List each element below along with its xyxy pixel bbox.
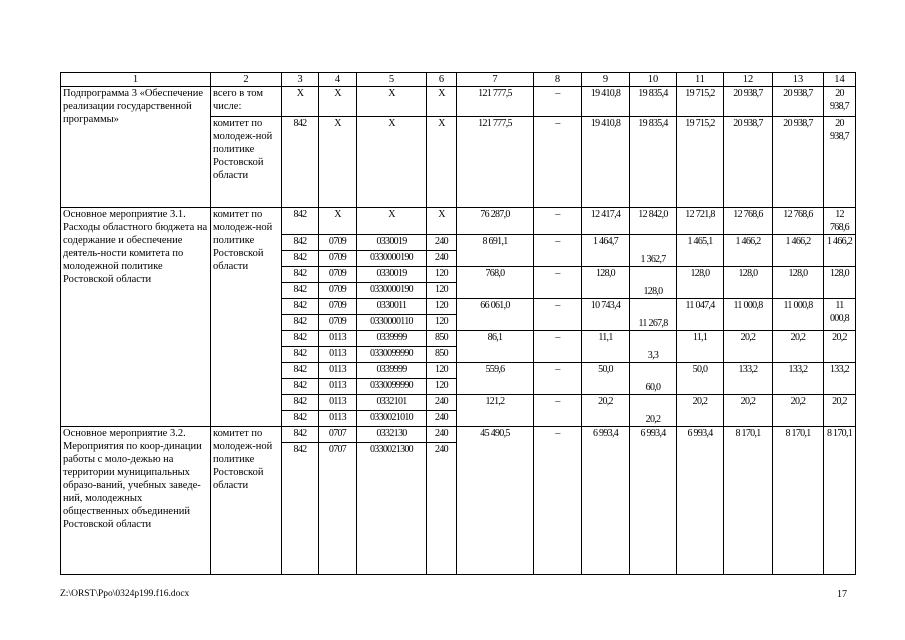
- m31-g2-c10: 1 362,7: [630, 235, 677, 267]
- sub3-committee-c12: 20 938,7: [724, 117, 773, 208]
- sub3-committee-c11: 19 715,2: [677, 117, 724, 208]
- m31-code: Х: [319, 208, 357, 235]
- m31-code: 240: [427, 411, 457, 427]
- m31-g2-c13: 1 466,2: [773, 235, 824, 267]
- m31-g7-c12: 20,2: [724, 395, 773, 427]
- sub3-total-c4: Х: [319, 87, 357, 117]
- sub3-total-c6: Х: [427, 87, 457, 117]
- m31-g7-c10: 20,2: [630, 395, 677, 427]
- header-row: [61, 73, 856, 87]
- m31-code: 0113: [319, 411, 357, 427]
- m32-name: Основное мероприятие 3.2. Мероприятия по коор-динации работы с моло-дежью на территории муниципальных образо-ваний, учебных заведе-ний, молодежных общественных объединений Ростовской области: [61, 427, 211, 575]
- m31-code: 120: [427, 267, 457, 283]
- m31-code: 0330099990: [357, 379, 427, 395]
- m31-g5-c14: 20,2: [824, 331, 856, 363]
- header-col-12: 12: [724, 73, 773, 87]
- m31-g5-c11: 11,1: [677, 331, 724, 363]
- m31-g3-c12: 128,0: [724, 267, 773, 299]
- sub3-committee-c3: 842: [282, 117, 319, 208]
- m31-g5-c12: 20,2: [724, 331, 773, 363]
- m31-g5-c8: –: [534, 331, 582, 363]
- m32-c13: 8 170,1: [773, 427, 824, 575]
- m32-c8: –: [534, 427, 582, 575]
- budget-table: [60, 72, 856, 575]
- page-number: 17: [837, 589, 847, 600]
- sub3-total-c3: Х: [282, 87, 319, 117]
- m31-code: 0709: [319, 315, 357, 331]
- m31-code: 842: [282, 363, 319, 379]
- m31-code: 842: [282, 251, 319, 267]
- header-col-1: 1: [61, 73, 211, 87]
- m31-g4-c14: 11 000,8: [824, 299, 856, 331]
- m31-g1-c11: 12 721,8: [677, 208, 724, 235]
- m31-code: 842: [282, 347, 319, 363]
- m31-code: 842: [282, 235, 319, 251]
- header-col-4: 4: [319, 73, 357, 87]
- m31-code: 120: [427, 299, 457, 315]
- m31-g5-c7: 86,1: [457, 331, 534, 363]
- sub3-total-c8: –: [534, 87, 582, 117]
- m31-g6-c9: 50,0: [582, 363, 630, 395]
- m31-g2-c12: 1 466,2: [724, 235, 773, 267]
- m31-g4-c13: 11 000,8: [773, 299, 824, 331]
- m31-g2-c7: 8 691,1: [457, 235, 534, 267]
- header-col-9: 9: [582, 73, 630, 87]
- m31-code: 0339999: [357, 363, 427, 379]
- m31-g1-c7: 76 287,0: [457, 208, 534, 235]
- m31-g2-c11: 1 465,1: [677, 235, 724, 267]
- m31-code: 842: [282, 283, 319, 299]
- m32-code: 240: [427, 427, 457, 443]
- m31-name: Основное мероприятие 3.1. Расходы областного бюджета на содержание и обеспечение деятель-ности комитета по молодежной политике Ростовской области: [61, 208, 211, 427]
- m31-code: 120: [427, 379, 457, 395]
- m31-code: 0709: [319, 235, 357, 251]
- m31-code: 842: [282, 331, 319, 347]
- m32-c14: 8 170,1: [824, 427, 856, 575]
- sub3-total-c11: 19 715,2: [677, 87, 724, 117]
- header-col-8: 8: [534, 73, 582, 87]
- m31-row: [61, 208, 856, 235]
- header-col-2: 2: [211, 73, 282, 87]
- m31-g1-c14: 12 768,6: [824, 208, 856, 235]
- m31-g4-c9: 10 743,4: [582, 299, 630, 331]
- m31-g3-c13: 128,0: [773, 267, 824, 299]
- m31-g3-c14: 128,0: [824, 267, 856, 299]
- m32-code: 0332130: [357, 427, 427, 443]
- sub3-committee-label: комитет по молодеж-ной политике Ростовской области: [211, 117, 282, 208]
- m31-g5-c13: 20,2: [773, 331, 824, 363]
- m31-code: 0709: [319, 299, 357, 315]
- m31-g1-c12: 12 768,6: [724, 208, 773, 235]
- sub3-committee-c5: Х: [357, 117, 427, 208]
- m31-g7-c13: 20,2: [773, 395, 824, 427]
- m31-executor: комитет по молодеж-ной политике Ростовской области: [211, 208, 282, 427]
- m31-code: 0113: [319, 363, 357, 379]
- m31-g4-c11: 11 047,4: [677, 299, 724, 331]
- sub3-committee-c9: 19 410,8: [582, 117, 630, 208]
- m31-g3-c9: 128,0: [582, 267, 630, 299]
- m31-g3-c7: 768,0: [457, 267, 534, 299]
- sub3-total-c14: 20 938,7: [824, 87, 856, 117]
- m32-code: 842: [282, 443, 319, 575]
- m31-code: 120: [427, 315, 457, 331]
- m32-executor: комитет по молодеж-ной политике Ростовской области: [211, 427, 282, 575]
- footer-filename: Z:\ORST\Ppo\0324p199.f16.docx: [60, 589, 190, 599]
- sub3-committee-c6: Х: [427, 117, 457, 208]
- m31-g3-c8: –: [534, 267, 582, 299]
- m31-g1-c9: 12 417,4: [582, 208, 630, 235]
- sub3-committee-c10: 19 835,4: [630, 117, 677, 208]
- m31-g6-c10: 60,0: [630, 363, 677, 395]
- header-col-7: 7: [457, 73, 534, 87]
- m31-code: 0339999: [357, 331, 427, 347]
- m31-code: 240: [427, 251, 457, 267]
- m32-c11: 6 993,4: [677, 427, 724, 575]
- m31-code: 0332101: [357, 395, 427, 411]
- m31-g7-c8: –: [534, 395, 582, 427]
- sub3-name: Подпрограмма 3 «Обеспечение реализации государственной программы»: [61, 87, 211, 208]
- m32-code: 0330021300: [357, 443, 427, 575]
- m31-g2-c9: 1 464,7: [582, 235, 630, 267]
- sub3-total-c13: 20 938,7: [773, 87, 824, 117]
- m31-code: 0113: [319, 331, 357, 347]
- sub3-total-c12: 20 938,7: [724, 87, 773, 117]
- m31-code: 120: [427, 363, 457, 379]
- m31-g4-c10: 11 267,8: [630, 299, 677, 331]
- m31-code: 0330099990: [357, 347, 427, 363]
- m32-code: 240: [427, 443, 457, 575]
- m31-g1-c13: 12 768,6: [773, 208, 824, 235]
- header-col-10: 10: [630, 73, 677, 87]
- m31-code: 850: [427, 331, 457, 347]
- sub3-committee-c4: Х: [319, 117, 357, 208]
- m31-code: 0330000190: [357, 251, 427, 267]
- m31-code: 842: [282, 315, 319, 331]
- m31-code: 0330000110: [357, 315, 427, 331]
- m31-code: 842: [282, 299, 319, 315]
- sub3-total-c9: 19 410,8: [582, 87, 630, 117]
- m31-code: 842: [282, 379, 319, 395]
- m31-g6-c11: 50,0: [677, 363, 724, 395]
- m31-g7-c14: 20,2: [824, 395, 856, 427]
- m31-g5-c9: 11,1: [582, 331, 630, 363]
- m31-g1-c10: 12 842,0: [630, 208, 677, 235]
- m31-code: 842: [282, 411, 319, 427]
- m31-code: 842: [282, 208, 319, 235]
- m32-c12: 8 170,1: [724, 427, 773, 575]
- m31-code: 0709: [319, 283, 357, 299]
- m31-code: 240: [427, 395, 457, 411]
- m31-g2-c14: 1 466,2: [824, 235, 856, 267]
- header-col-13: 13: [773, 73, 824, 87]
- m31-g1-c8: –: [534, 208, 582, 235]
- m31-g7-c11: 20,2: [677, 395, 724, 427]
- m31-g6-c12: 133,2: [724, 363, 773, 395]
- m31-g7-c7: 121,2: [457, 395, 534, 427]
- m31-g4-c7: 66 061,0: [457, 299, 534, 331]
- m31-g2-c8: –: [534, 235, 582, 267]
- m31-g5-c10: 3,3: [630, 331, 677, 363]
- m31-g3-c10: 128,0: [630, 267, 677, 299]
- m31-code: 0330000190: [357, 283, 427, 299]
- m31-code: 0113: [319, 395, 357, 411]
- m31-code: 0709: [319, 251, 357, 267]
- m31-g4-c8: –: [534, 299, 582, 331]
- sub3-committee-c13: 20 938,7: [773, 117, 824, 208]
- m31-code: 0113: [319, 347, 357, 363]
- sub3-committee-c7: 121 777,5: [457, 117, 534, 208]
- m32-c7: 45 490,5: [457, 427, 534, 575]
- header-col-11: 11: [677, 73, 724, 87]
- m31-g6-c7: 559,6: [457, 363, 534, 395]
- sub3-total-c5: Х: [357, 87, 427, 117]
- m31-code: 850: [427, 347, 457, 363]
- m31-code: 240: [427, 235, 457, 251]
- m32-row: [61, 427, 856, 443]
- m31-code: 0709: [319, 267, 357, 283]
- m32-code: 0707: [319, 443, 357, 575]
- sub3-total-label: всего в том числе:: [211, 87, 282, 117]
- m31-g4-c12: 11 000,8: [724, 299, 773, 331]
- m31-code: 0330019: [357, 235, 427, 251]
- sub3-committee-c14: 20 938,7: [824, 117, 856, 208]
- m31-g6-c13: 133,2: [773, 363, 824, 395]
- m31-code: 842: [282, 395, 319, 411]
- m31-code: 0330021010: [357, 411, 427, 427]
- m31-code: 0330011: [357, 299, 427, 315]
- m32-c9: 6 993,4: [582, 427, 630, 575]
- m32-c10: 6 993,4: [630, 427, 677, 575]
- m32-code: 0707: [319, 427, 357, 443]
- m31-code: 842: [282, 267, 319, 283]
- m31-g7-c9: 20,2: [582, 395, 630, 427]
- m32-code: 842: [282, 427, 319, 443]
- m31-g3-c11: 128,0: [677, 267, 724, 299]
- sub3-total-c7: 121 777,5: [457, 87, 534, 117]
- m31-g6-c14: 133,2: [824, 363, 856, 395]
- header-col-3: 3: [282, 73, 319, 87]
- m31-code: Х: [357, 208, 427, 235]
- sub3-committee-c8: –: [534, 117, 582, 208]
- header-col-5: 5: [357, 73, 427, 87]
- m31-code: 0113: [319, 379, 357, 395]
- m31-g6-c8: –: [534, 363, 582, 395]
- m31-code: Х: [427, 208, 457, 235]
- m31-code: 120: [427, 283, 457, 299]
- header-col-14: 14: [824, 73, 856, 87]
- m31-code: 0330019: [357, 267, 427, 283]
- sub3-total-c10: 19 835,4: [630, 87, 677, 117]
- sub3-row: [61, 87, 856, 117]
- header-col-6: 6: [427, 73, 457, 87]
